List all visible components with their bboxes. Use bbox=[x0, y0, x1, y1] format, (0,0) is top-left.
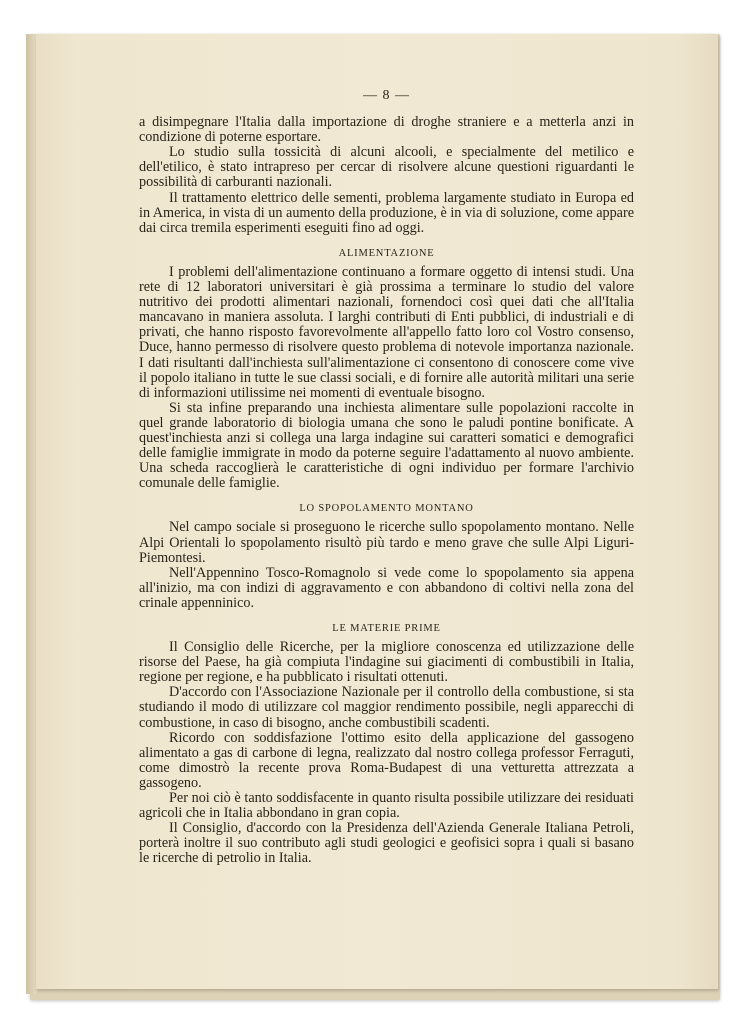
paragraph-alimentazione-1: I problemi dell'alimentazione continuano a formare oggetto di intensi studi. Una rete di 12 laboratori universitari è già prossima a terminare lo studio del valore nutritivo dei prodotti alimentari nazionali, fornendoci così quei dati che all'Italia mancavano in maniera assoluta. I larghi contributi di Enti pubblici, di industriali e di privati, che hanno risposto favorevolmente all'appello fatto loro col Vostro consenso, Duce, hanno permesso di risolvere questo problema di notevole importanza nazionale. I dati risultanti dall'inchiesta sull'alimentazione ci consentono di conoscere come vive il popolo italiano in tutte le sue classi sociali, e di fornire alle autorità militari una serie di informazioni utilissime nei momenti di eventuale bisogno. bbox=[139, 263, 634, 401]
page-content bbox=[139, 88, 634, 867]
paragraph-spopolamento-1: Nel campo sociale si proseguono le ricerche sullo spopolamento montano. Nelle Alpi Orientali lo spopolamento risultò più tardo e meno grave che sulle Alpi Liguri-Piemontesi. bbox=[139, 519, 634, 566]
paragraph-intro-1: a disimpegnare l'Italia dalla importazione di droghe straniere e a metterla anzi in condizione di poterne esportare. bbox=[139, 114, 634, 146]
paragraph-materie-4: Per noi ciò è tanto soddisfacente in quanto risulta possibile utilizzare dei residuati agricoli che in Italia abbondano in gran copia. bbox=[139, 790, 634, 822]
page-binding-edge bbox=[26, 34, 36, 994]
paragraph-intro-2: Lo studio sulla tossicità di alcuni alcooli, e specialmente del metilico e dell'etilico, è stato intrapreso per cercar di risolvere alcune questioni riguardanti le possibilità di carburanti nazionali. bbox=[139, 144, 634, 191]
paragraph-intro-3: Il trattamento elettrico delle sementi, problema largamente studiato in Europa ed in America, in vista di un aumento della produzione, è in via di soluzione, come appare dai circa tremila esperimenti eseguiti fino ad oggi. bbox=[139, 189, 634, 236]
paragraph-materie-2: D'accordo con l'Associazione Nazionale per il controllo della combustione, si sta studiando il modo di utilizzare col maggior rendimento possibile, negli apparecchi di combustione, in caso di bisogno, anche combustibili scadenti. bbox=[139, 684, 634, 731]
paragraph-materie-3: Ricordo con soddisfazione l'ottimo esito della applicazione del gassogeno alimentato a gas di carbone di legna, realizzato dal nostro collega professor Ferraguti, come dimostrò la recente prova Roma-Budapest di una vetturetta attrezzata a gassogeno. bbox=[139, 729, 634, 791]
section-heading-spopolamento: LO SPOPOLAMENTO MONTANO bbox=[299, 503, 474, 515]
paragraph-materie-5: Il Consiglio, d'accordo con la Presidenza dell'Azienda Generale Italiana Petroli, porterà inoltre il suo contributo agli studi geologici e geofisici sopra i quali si basano le ricerche di petrolio in Italia. bbox=[139, 820, 634, 867]
section-heading-alimentazione: ALIMENTAZIONE bbox=[338, 247, 435, 259]
page-number: — 8 — bbox=[363, 88, 410, 103]
paragraph-materie-1: Il Consiglio delle Ricerche, per la migliore conoscenza ed utilizzazione delle risorse del Paese, ha già compiuta l'indagine sui giacimenti di combustibili in Italia, regione per regione, e ha pubblicato i risultati ottenuti. bbox=[139, 639, 634, 686]
paragraph-spopolamento-2: Nell'Appennino Tosco-Romagnolo si vede come lo spopolamento sia appena all'inizio, ma con indizi di aggravamento e con abbandono di coltivi nella zona del crinale appenninico. bbox=[139, 564, 634, 611]
section-heading-materie-prime: LE MATERIE PRIME bbox=[332, 623, 441, 634]
paragraph-alimentazione-2: Si sta infine preparando una inchiesta alimentare sulle popolazioni raccolte in quel grande laboratorio di biologia umana che sono le paludi pontine bonificate. A quest'inchiesta anzi si collega una larga indagine sui caratteri somatici e demografici delle famiglie immigrate in modo da poterne seguire l'adattamento al nuovo ambiente. Una scheda raccoglierà le caratteristiche di ogni individuo per formare l'archivio comunale delle famiglie. bbox=[139, 399, 634, 492]
